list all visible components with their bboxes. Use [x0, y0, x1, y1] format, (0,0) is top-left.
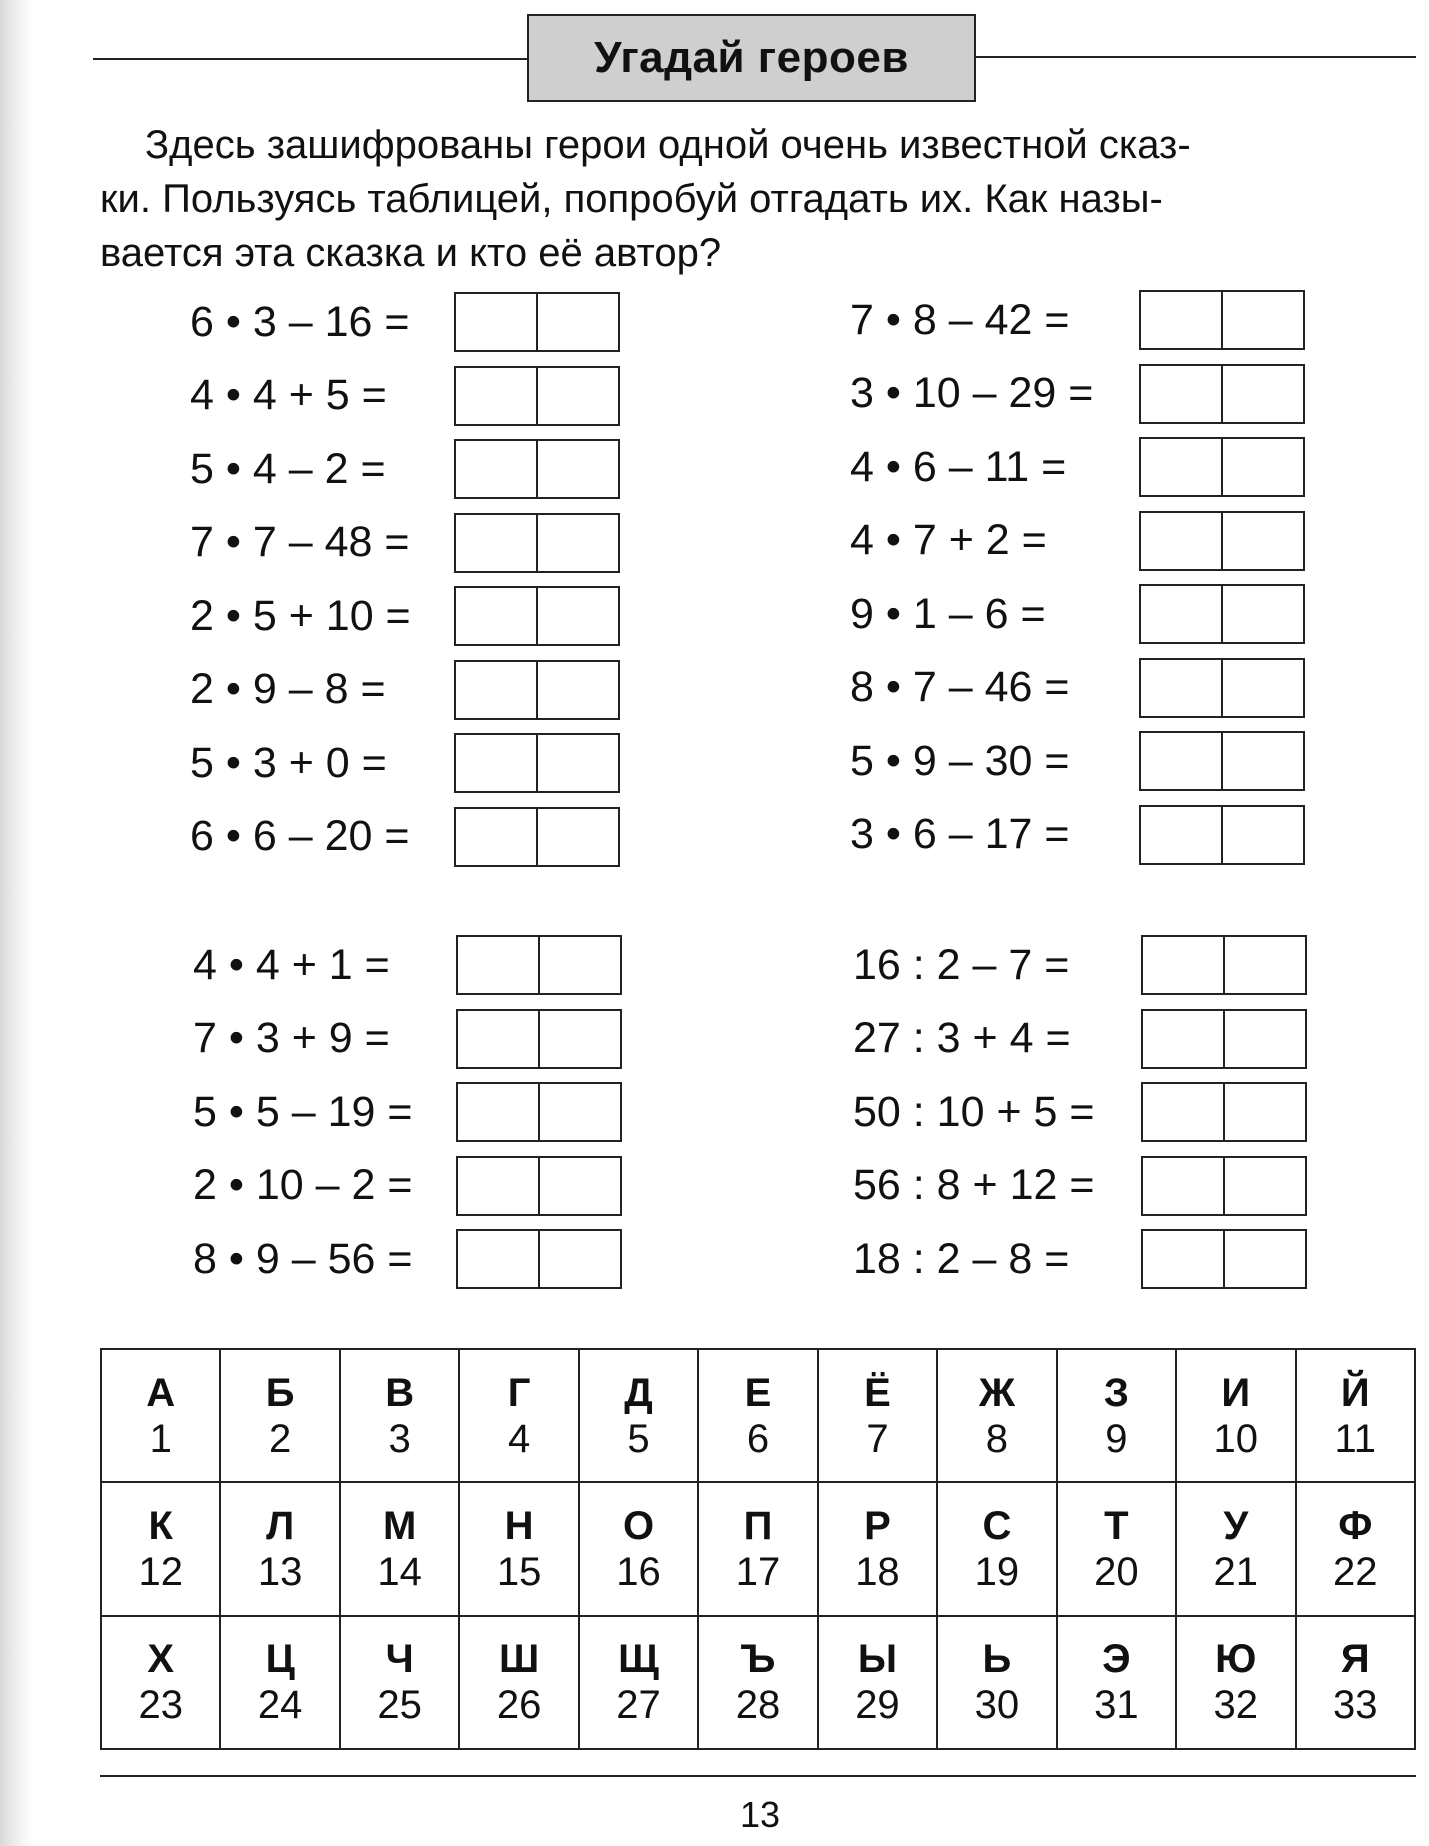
- answer-cell-ones[interactable]: [538, 1084, 620, 1140]
- alphabet-cell: [579, 1349, 698, 1482]
- cipher-number: 9: [1105, 1416, 1128, 1461]
- equation-text: 27 : 3 + 4 =: [853, 1014, 1071, 1062]
- cipher-letter: В: [385, 1370, 415, 1415]
- intro-line: вается эта сказка и кто её автор?: [100, 231, 722, 275]
- answer-cell-ones[interactable]: [538, 1158, 620, 1214]
- cipher-number: 21: [1213, 1549, 1259, 1594]
- cipher-number: 30: [974, 1683, 1020, 1728]
- footer-rule: [100, 1775, 1416, 1777]
- equation-row: [190, 587, 411, 645]
- alphabet-row: [101, 1616, 1415, 1749]
- alphabet-cell: [818, 1616, 937, 1749]
- alphabet-cell: [1296, 1349, 1415, 1482]
- cipher-letter: Й: [1340, 1370, 1370, 1415]
- answer-cell-ones[interactable]: [538, 937, 620, 993]
- answer-cell-tens[interactable]: [456, 368, 536, 424]
- cipher-letter: Ы: [857, 1637, 898, 1682]
- equation-row: [193, 1230, 412, 1288]
- cipher-letter: О: [622, 1503, 655, 1548]
- intro-text: [100, 118, 1400, 280]
- answer-box[interactable]: [456, 1156, 622, 1216]
- equation-row: [193, 1010, 390, 1068]
- cipher-number: 24: [257, 1683, 303, 1728]
- cipher-letter: А: [146, 1370, 176, 1415]
- answer-box[interactable]: [1139, 290, 1305, 350]
- alphabet-cell: [101, 1616, 220, 1749]
- answer-box[interactable]: [1139, 658, 1305, 718]
- cipher-number: 16: [616, 1549, 661, 1594]
- answer-cell-tens[interactable]: [1141, 733, 1221, 789]
- equation-row: [850, 291, 1069, 349]
- answer-box[interactable]: [456, 1009, 622, 1069]
- cipher-number: 22: [1333, 1549, 1378, 1594]
- answer-cell-ones[interactable]: [1221, 733, 1303, 789]
- answer-cell-ones[interactable]: [536, 294, 618, 350]
- cipher-number: 8: [985, 1416, 1009, 1461]
- page-title: Угадай героев: [527, 14, 976, 102]
- equation-text: 18 : 2 – 8 =: [853, 1234, 1070, 1283]
- answer-cell-ones[interactable]: [1223, 1011, 1305, 1067]
- cipher-letter: Д: [624, 1370, 653, 1415]
- answer-box[interactable]: [454, 733, 620, 793]
- answer-box[interactable]: [1141, 1009, 1307, 1069]
- cipher-letter: Ь: [982, 1637, 1012, 1682]
- alphabet-cell: [937, 1482, 1056, 1615]
- alphabet-table: [100, 1348, 1416, 1750]
- equation-row: [850, 585, 1046, 643]
- alphabet-cell: [1057, 1482, 1176, 1615]
- answer-cell-tens[interactable]: [1141, 439, 1221, 495]
- cipher-number: 14: [377, 1549, 422, 1594]
- alphabet-cell: [698, 1482, 817, 1615]
- cipher-number: 29: [855, 1683, 900, 1728]
- equation-row: [850, 732, 1069, 790]
- alphabet-cell: [459, 1616, 578, 1749]
- answer-box[interactable]: [1141, 1156, 1307, 1216]
- cipher-number: 18: [855, 1549, 900, 1594]
- cipher-number: 5: [627, 1416, 650, 1461]
- equation-row: [193, 1083, 412, 1141]
- answer-cell-ones[interactable]: [1221, 439, 1303, 495]
- cipher-number: 7: [866, 1416, 889, 1461]
- answer-cell-tens[interactable]: [458, 937, 538, 993]
- answer-box[interactable]: [454, 292, 620, 352]
- cipher-letter: Г: [507, 1370, 531, 1415]
- answer-cell-tens[interactable]: [456, 662, 536, 718]
- header-rule-left: [93, 58, 527, 60]
- answer-box[interactable]: [456, 935, 622, 995]
- alphabet-cell: [579, 1482, 698, 1615]
- alphabet-row: [101, 1349, 1415, 1482]
- answer-box[interactable]: [454, 513, 620, 573]
- answer-cell-tens[interactable]: [458, 1011, 538, 1067]
- answer-cell-tens[interactable]: [456, 588, 536, 644]
- equation-row: [190, 367, 387, 425]
- alphabet-cell: [340, 1482, 459, 1615]
- alphabet-cell: [1296, 1616, 1415, 1749]
- alphabet-cell: [937, 1349, 1056, 1482]
- equation-text: 7 • 3 + 9 =: [193, 1014, 390, 1062]
- answer-cell-ones[interactable]: [1223, 937, 1305, 993]
- cipher-number: 1: [149, 1416, 172, 1461]
- answer-box[interactable]: [1139, 731, 1305, 791]
- equation-row: [850, 659, 1069, 717]
- alphabet-cell: [698, 1616, 817, 1749]
- answer-box[interactable]: [1141, 935, 1307, 995]
- answer-box[interactable]: [456, 1229, 622, 1289]
- alphabet-cell: [1176, 1482, 1295, 1615]
- answer-cell-tens[interactable]: [1141, 660, 1221, 716]
- answer-cell-ones[interactable]: [1223, 1084, 1305, 1140]
- equation-row: [193, 936, 390, 994]
- equation-text: 8 • 7 – 46 =: [850, 663, 1070, 711]
- equation-text: 3 • 10 – 29 =: [850, 369, 1094, 417]
- answer-box[interactable]: [1141, 1229, 1307, 1289]
- alphabet-cell: [1057, 1349, 1176, 1482]
- alphabet-cell: [818, 1349, 937, 1482]
- answer-cell-tens[interactable]: [1141, 807, 1221, 863]
- answer-cell-tens[interactable]: [1141, 292, 1221, 348]
- equation-text: 4 • 4 + 5 =: [190, 371, 387, 419]
- cipher-number: 31: [1094, 1683, 1139, 1728]
- alphabet-cell: [220, 1349, 339, 1482]
- cipher-number: 32: [1213, 1683, 1259, 1728]
- equation-text: 2 • 5 + 10 =: [190, 591, 411, 640]
- alphabet-cell: [818, 1482, 937, 1615]
- answer-cell-tens[interactable]: [1143, 1011, 1223, 1067]
- answer-box[interactable]: [454, 439, 620, 499]
- cipher-letter: Ч: [385, 1637, 414, 1682]
- answer-box[interactable]: [1139, 364, 1305, 424]
- equation-row: [853, 936, 1069, 994]
- answer-cell-ones[interactable]: [1221, 366, 1303, 422]
- cipher-number: 3: [388, 1416, 411, 1461]
- equation-text: 16 : 2 – 7 =: [853, 940, 1070, 989]
- answer-cell-ones[interactable]: [536, 515, 618, 571]
- cipher-letter: С: [982, 1503, 1012, 1548]
- answer-cell-ones[interactable]: [1221, 513, 1303, 569]
- answer-cell-tens[interactable]: [456, 294, 536, 350]
- equation-text: 9 • 1 – 6 =: [850, 589, 1046, 638]
- cipher-letter: Ц: [265, 1637, 295, 1682]
- equation-row: [853, 1010, 1071, 1068]
- equation-text: 56 : 8 + 12 =: [853, 1161, 1095, 1209]
- answer-box[interactable]: [1139, 805, 1305, 865]
- cipher-number: 25: [377, 1683, 422, 1728]
- answer-cell-tens[interactable]: [1141, 586, 1221, 642]
- equation-row: [850, 365, 1093, 423]
- equation-row: [190, 734, 387, 792]
- alphabet-cell: [340, 1616, 459, 1749]
- answer-cell-tens[interactable]: [1143, 1158, 1223, 1214]
- equation-row: [190, 808, 409, 866]
- equation-text: 2 • 10 – 2 =: [193, 1161, 413, 1209]
- cipher-number: 23: [138, 1683, 183, 1728]
- equation-row: [853, 1157, 1094, 1215]
- answer-box[interactable]: [1139, 511, 1305, 571]
- answer-cell-ones[interactable]: [538, 1231, 620, 1287]
- alphabet-cell: [101, 1349, 220, 1482]
- answer-cell-ones[interactable]: [536, 368, 618, 424]
- equation-row: [850, 438, 1066, 496]
- intro-line: Здесь зашифрованы герои одной очень известной сказ-: [145, 123, 1191, 167]
- cipher-number: 6: [746, 1416, 770, 1461]
- equation-text: 6 • 6 – 20 =: [190, 812, 410, 860]
- cipher-number: 28: [735, 1683, 781, 1728]
- answer-cell-tens[interactable]: [456, 809, 536, 865]
- cipher-number: 33: [1333, 1683, 1378, 1728]
- equation-text: 3 • 6 – 17 =: [850, 810, 1070, 858]
- equation-text: 50 : 10 + 5 =: [853, 1087, 1095, 1136]
- cipher-letter: Ш: [498, 1637, 540, 1682]
- answer-cell-tens[interactable]: [456, 441, 536, 497]
- cipher-letter: Р: [864, 1503, 891, 1548]
- cipher-number: 11: [1334, 1416, 1377, 1461]
- cipher-letter: Я: [1340, 1637, 1370, 1682]
- answer-cell-ones[interactable]: [1221, 292, 1303, 348]
- cipher-number: 2: [269, 1416, 292, 1461]
- alphabet-cell: [1176, 1616, 1295, 1749]
- equation-row: [853, 1230, 1069, 1288]
- equation-text: 2 • 9 – 8 =: [190, 665, 386, 713]
- equation-row: [850, 512, 1047, 570]
- equation-text: 5 • 3 + 0 =: [190, 738, 387, 787]
- cipher-number: 26: [496, 1683, 542, 1728]
- answer-cell-tens[interactable]: [456, 735, 536, 791]
- answer-cell-ones[interactable]: [538, 1011, 620, 1067]
- cipher-letter: Н: [504, 1503, 534, 1548]
- cipher-number: 19: [974, 1549, 1020, 1594]
- cipher-letter: И: [1221, 1370, 1251, 1415]
- alphabet-cell: [101, 1482, 220, 1615]
- answer-cell-ones[interactable]: [1223, 1231, 1305, 1287]
- equation-text: 7 • 8 – 42 =: [850, 295, 1070, 344]
- answer-cell-ones[interactable]: [536, 441, 618, 497]
- cipher-number: 17: [735, 1549, 781, 1594]
- cipher-letter: Л: [266, 1503, 295, 1548]
- cipher-letter: Ю: [1215, 1637, 1257, 1682]
- cipher-number: 27: [616, 1683, 661, 1728]
- cipher-number: 10: [1213, 1416, 1259, 1461]
- cipher-letter: Ф: [1338, 1503, 1373, 1548]
- answer-cell-ones[interactable]: [1221, 586, 1303, 642]
- cipher-letter: Щ: [618, 1637, 659, 1682]
- cipher-letter: Т: [1104, 1503, 1129, 1548]
- equation-text: 6 • 3 – 16 =: [190, 297, 410, 346]
- cipher-letter: Е: [744, 1370, 772, 1415]
- answer-box[interactable]: [1139, 584, 1305, 644]
- answer-cell-tens[interactable]: [456, 515, 536, 571]
- cipher-letter: У: [1223, 1503, 1249, 1548]
- page-number: 13: [739, 1794, 781, 1835]
- alphabet-cell: [459, 1482, 578, 1615]
- answer-cell-ones[interactable]: [536, 735, 618, 791]
- cipher-number: 15: [496, 1549, 542, 1594]
- equation-text: 8 • 9 – 56 =: [193, 1234, 413, 1283]
- equation-row: [190, 661, 386, 719]
- alphabet-cell: [698, 1349, 817, 1482]
- page-gutter-shadow: [0, 0, 34, 1846]
- alphabet-cell: [220, 1482, 339, 1615]
- answer-cell-tens[interactable]: [1141, 513, 1221, 569]
- cipher-letter: П: [743, 1503, 773, 1548]
- answer-box[interactable]: [454, 660, 620, 720]
- answer-box[interactable]: [454, 586, 620, 646]
- intro-line: ки. Пользуясь таблицей, попробуй отгадать их. Как назы-: [100, 177, 1163, 221]
- cipher-letter: Ж: [978, 1370, 1015, 1415]
- equation-row: [190, 293, 409, 351]
- answer-cell-ones[interactable]: [1223, 1158, 1305, 1214]
- cipher-letter: Ё: [864, 1370, 891, 1415]
- answer-box[interactable]: [454, 807, 620, 867]
- cipher-letter: М: [382, 1503, 417, 1548]
- header-rule-right: [976, 56, 1416, 58]
- answer-cell-tens[interactable]: [1143, 1084, 1223, 1140]
- equation-text: 4 • 7 + 2 =: [850, 516, 1047, 564]
- equation-row: [853, 1083, 1094, 1141]
- alphabet-cell: [1296, 1482, 1415, 1615]
- answer-box[interactable]: [1141, 1082, 1307, 1142]
- answer-cell-tens[interactable]: [458, 1158, 538, 1214]
- cipher-letter: Б: [265, 1370, 295, 1415]
- alphabet-cell: [1057, 1616, 1176, 1749]
- answer-cell-tens[interactable]: [1143, 937, 1223, 993]
- answer-cell-tens[interactable]: [1141, 366, 1221, 422]
- cipher-letter: З: [1103, 1370, 1129, 1415]
- cipher-number: 13: [257, 1549, 303, 1594]
- equation-text: 4 • 6 – 11 =: [850, 442, 1067, 491]
- answer-box[interactable]: [454, 366, 620, 426]
- equation-row: [850, 806, 1069, 864]
- answer-cell-ones[interactable]: [536, 588, 618, 644]
- equation-row: [193, 1157, 412, 1215]
- equation-row: [190, 440, 386, 498]
- alphabet-row: [101, 1482, 1415, 1615]
- answer-cell-ones[interactable]: [1221, 660, 1303, 716]
- alphabet-cell: [579, 1616, 698, 1749]
- cipher-letter: Э: [1102, 1637, 1131, 1682]
- alphabet-cell: [220, 1616, 339, 1749]
- alphabet-cell: [340, 1349, 459, 1482]
- answer-cell-tens[interactable]: [1143, 1231, 1223, 1287]
- alphabet-cell: [1176, 1349, 1295, 1482]
- equation-text: 7 • 7 – 48 =: [190, 518, 410, 566]
- equation-text: 5 • 4 – 2 =: [190, 444, 386, 493]
- answer-cell-ones[interactable]: [536, 809, 618, 865]
- answer-box[interactable]: [456, 1082, 622, 1142]
- alphabet-cell: [459, 1349, 578, 1482]
- answer-cell-ones[interactable]: [1221, 807, 1303, 863]
- cipher-number: 12: [138, 1549, 183, 1594]
- answer-cell-tens[interactable]: [458, 1084, 538, 1140]
- equation-text: 4 • 4 + 1 =: [193, 940, 390, 989]
- cipher-number: 20: [1094, 1549, 1139, 1594]
- cipher-number: 4: [507, 1416, 531, 1461]
- answer-cell-tens[interactable]: [458, 1231, 538, 1287]
- answer-cell-ones[interactable]: [536, 662, 618, 718]
- cipher-letter: Х: [147, 1637, 175, 1682]
- cipher-letter: К: [148, 1503, 173, 1548]
- equation-text: 5 • 9 – 30 =: [850, 736, 1070, 785]
- equation-row: [190, 514, 409, 572]
- equation-text: 5 • 5 – 19 =: [193, 1087, 413, 1136]
- alphabet-cell: [937, 1616, 1056, 1749]
- cipher-letter: Ъ: [740, 1637, 776, 1682]
- answer-box[interactable]: [1139, 437, 1305, 497]
